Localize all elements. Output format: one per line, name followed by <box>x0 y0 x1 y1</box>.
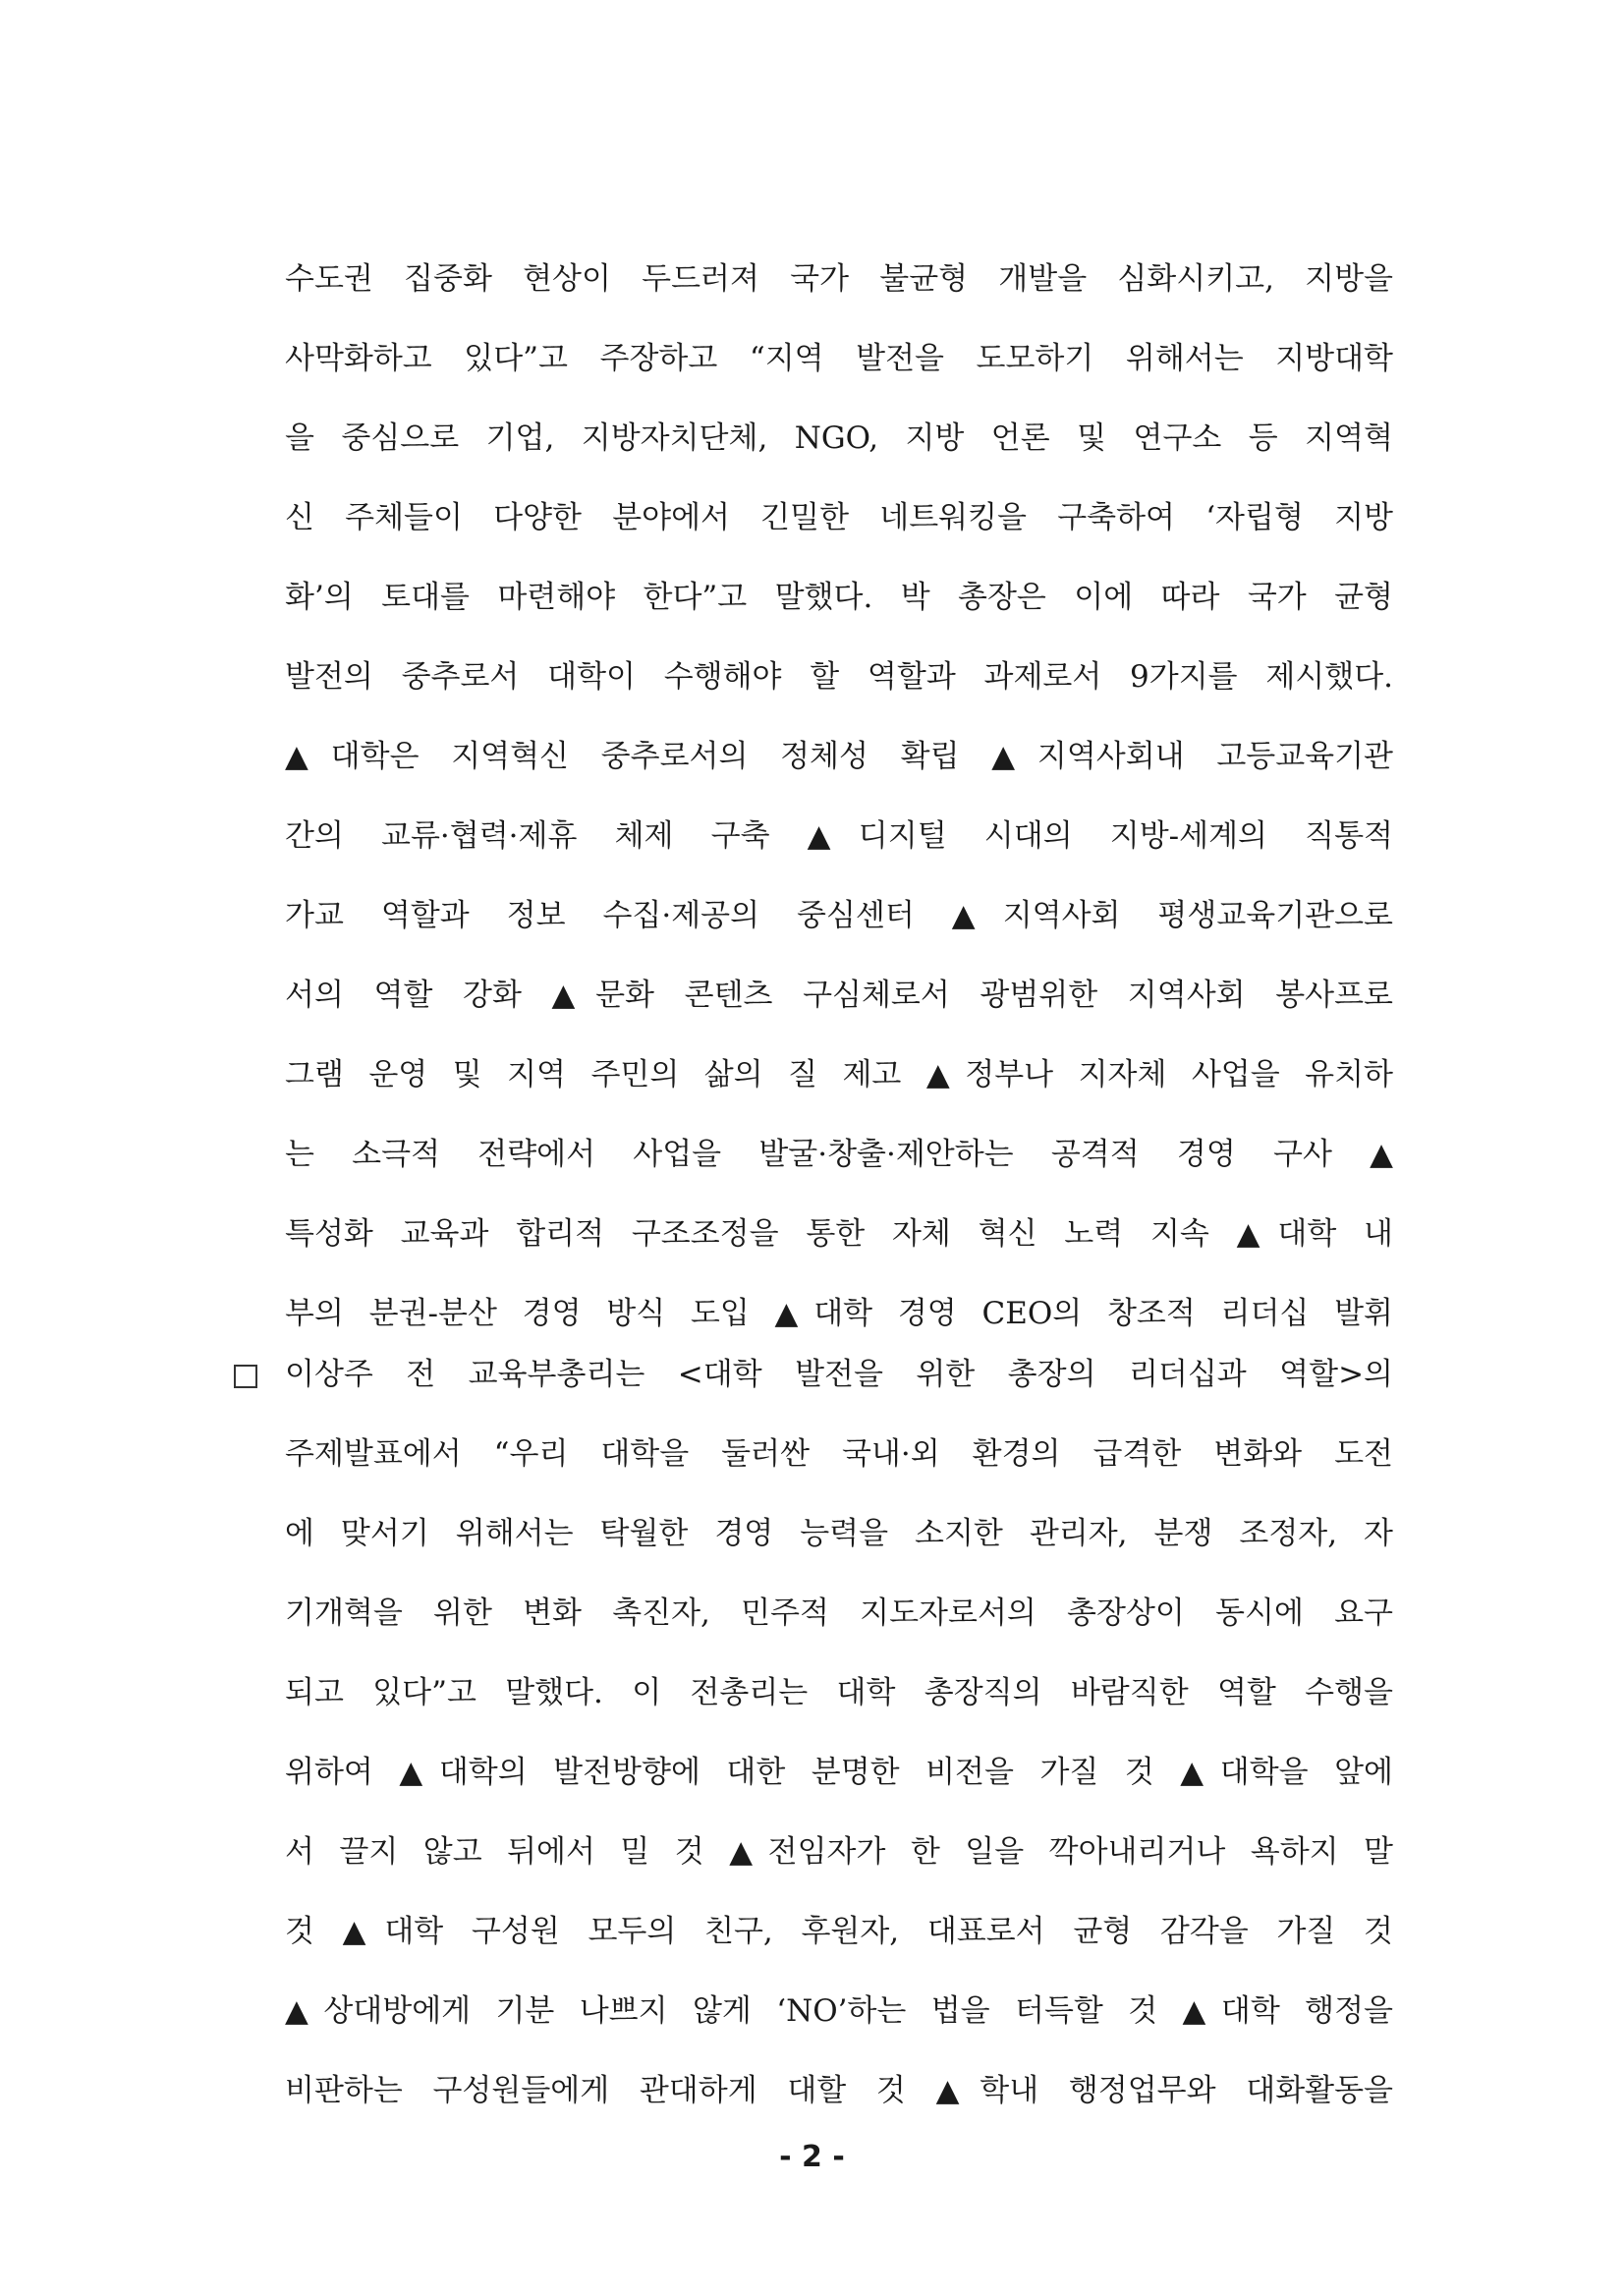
text-line: 것 ▲대학 구성원 모두의 친구, 후원자, 대표로서 균형 감각을 가질 것 <box>285 1914 1393 1949</box>
text-line: 그램 운영 및 지역 주민의 삶의 질 제고 ▲정부나 지자체 사업을 유치하 <box>285 1057 1393 1092</box>
text-line: 서 끌지 않고 뒤에서 밀 것 ▲전임자가 한 일을 깍아내리거나 욕하지 말 <box>285 1834 1393 1870</box>
text-line: 발전의 중추로서 대학이 수행해야 할 역할과 과제로서 9가지를 제시했다. <box>285 659 1393 695</box>
text-line: 사막화하고 있다”고 주장하고 “지역 발전을 도모하기 위해서는 지방대학 <box>285 341 1393 376</box>
text-line: 주제발표에서 “우리 대학을 둘러싼 국내·외 환경의 급격한 변화와 도전 <box>285 1436 1393 1472</box>
checkbox-bullet-icon <box>234 1365 257 1388</box>
text-line: 는 소극적 전략에서 사업을 발굴·창출·제안하는 공격적 경영 구사 ▲ <box>285 1137 1393 1172</box>
text-line: 비판하는 구성원들에게 관대하게 대할 것 ▲학내 행정업무와 대화활동을 <box>285 2073 1393 2108</box>
text-line: 위하여 ▲대학의 발전방향에 대한 분명한 비전을 가질 것 ▲대학을 앞에 <box>285 1755 1394 1790</box>
text-line: 이상주 전 교육부총리는 <대학 발전을 위한 총장의 리더십과 역할>의 <box>285 1357 1393 1392</box>
text-line: 가교 역할과 정보 수집·제공의 중심센터 ▲지역사회 평생교육기관으로 <box>285 898 1393 933</box>
text-line: 기개혁을 위한 변화 촉진자, 민주적 지도자로서의 총장상이 동시에 요구 <box>285 1595 1393 1631</box>
text-line: 간의 교류·협력·제휴 체제 구축 ▲디지털 시대의 지방-세계의 직통적 <box>285 818 1393 854</box>
text-line: 부의 분권-분산 경영 방식 도입 ▲대학 경영 CEO의 창조적 리더십 발휘 <box>285 1296 1393 1331</box>
text-line: 수도권 집중화 현상이 두드러져 국가 불균형 개발을 심화시키고, 지방을 <box>285 261 1393 297</box>
text-line: 화’의 토대를 마련해야 한다”고 말했다. 박 총장은 이에 따라 국가 균형 <box>285 580 1393 615</box>
page-number: - 2 - <box>779 2140 845 2174</box>
text-line: ▲대학은 지역혁신 중추로서의 정체성 확립 ▲지역사회내 고등교육기관 <box>285 739 1393 774</box>
text-line: ▲상대방에게 기분 나쁘지 않게 ‘NO’하는 법을 터득할 것 ▲대학 행정을 <box>285 1993 1393 2029</box>
text-line: 을 중심으로 기업, 지방자치단체, NGO, 지방 언론 및 연구소 등 지역혁 <box>285 420 1393 456</box>
text-line: 특성화 교육과 합리적 구조조정을 통한 자체 혁신 노력 지속 ▲대학 내 <box>285 1216 1393 1252</box>
text-line: 에 맞서기 위해서는 탁월한 경영 능력을 소지한 관리자, 분쟁 조정자, 자 <box>285 1516 1393 1551</box>
text-line: 되고 있다”고 말했다. 이 전총리는 대학 총장직의 바람직한 역할 수행을 <box>285 1675 1393 1710</box>
text-line: 신 주체들이 다양한 분야에서 긴밀한 네트워킹을 구축하여 ‘자립형 지방 <box>285 500 1393 535</box>
text-line: 서의 역할 강화 ▲문화 콘텐츠 구심체로서 광범위한 지역사회 봉사프로 <box>285 978 1393 1013</box>
